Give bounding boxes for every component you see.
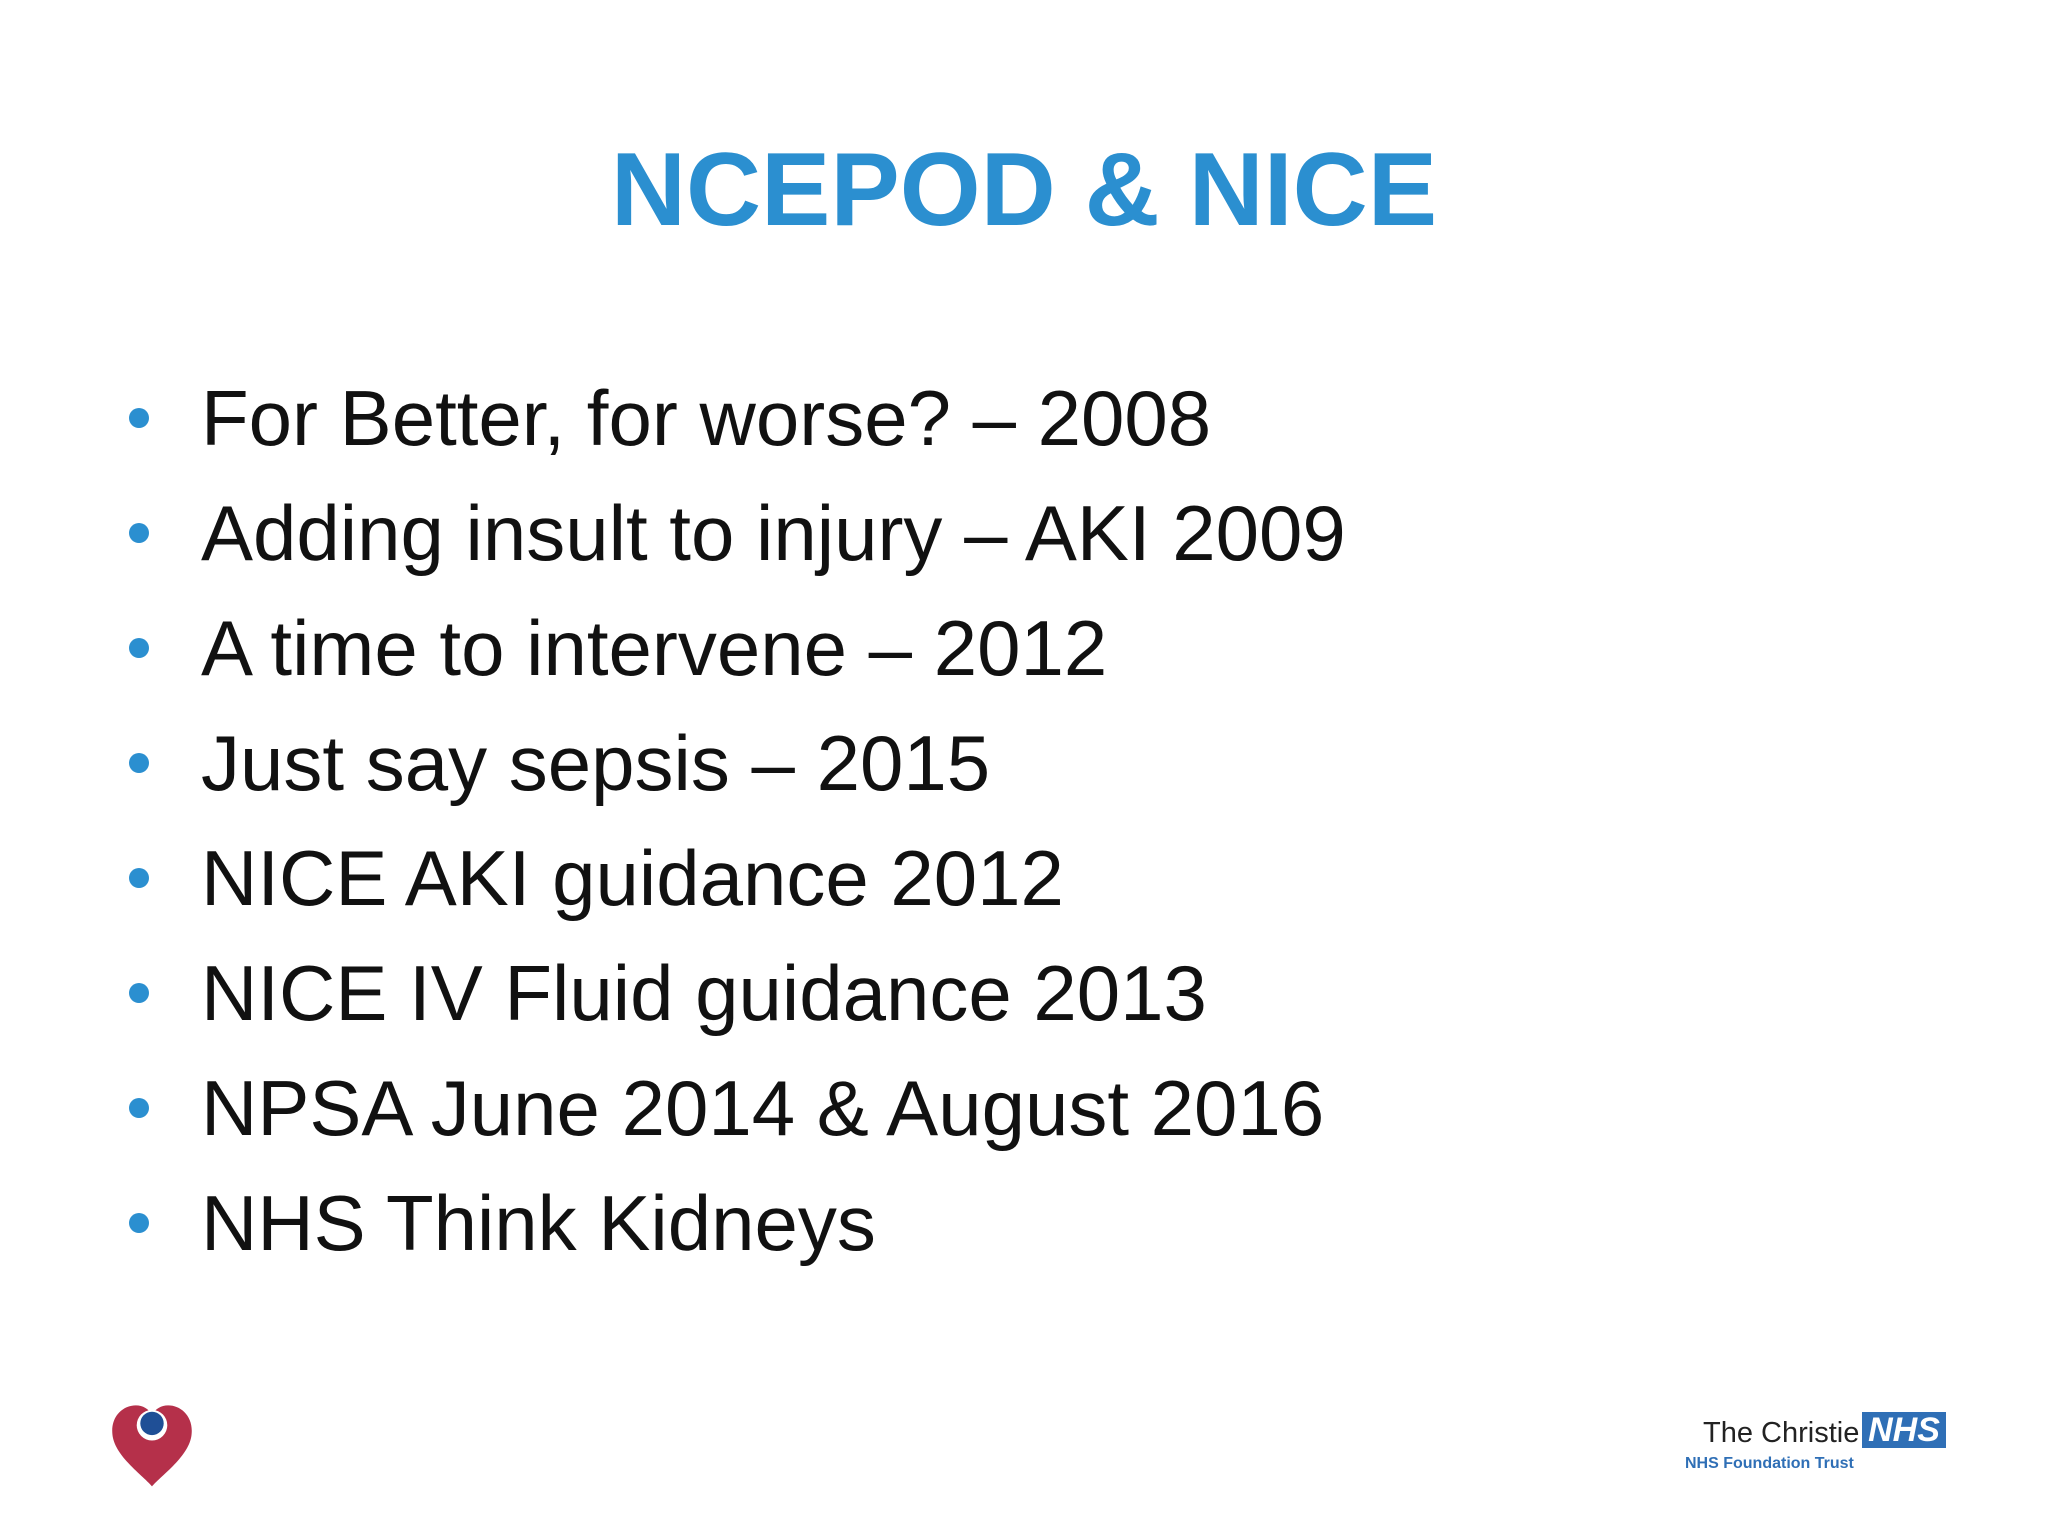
slide-title: NCEPOD & NICE — [610, 132, 1438, 248]
bullet-text: Adding insult to injury – AKI 2009 — [201, 488, 1346, 577]
bullet-text: NICE IV Fluid guidance 2013 — [201, 948, 1207, 1037]
heart-logo-icon — [107, 1400, 197, 1490]
bullet-dot-icon — [129, 523, 149, 543]
bullet-dot-icon — [129, 1213, 149, 1233]
bullet-dot-icon — [129, 638, 149, 658]
bullet-dot-icon — [129, 753, 149, 773]
bullet-dot-icon — [129, 868, 149, 888]
bullet-text: NICE AKI guidance 2012 — [201, 833, 1064, 922]
bullet-text: NHS Think Kidneys — [201, 1178, 876, 1267]
christie-subtitle: NHS Foundation Trust — [1685, 1455, 1854, 1472]
bullet-text: Just say sepsis – 2015 — [201, 718, 991, 807]
christie-name: The Christie — [1703, 1417, 1860, 1449]
bullet-text: For Better, for worse? – 2008 — [201, 373, 1212, 462]
nhs-badge: NHS — [1862, 1412, 1946, 1448]
bullet-text: NPSA June 2014 & August 2016 — [201, 1063, 1325, 1152]
bullet-dot-icon — [129, 983, 149, 1003]
bullet-dot-icon — [129, 408, 149, 428]
bullet-dot-icon — [129, 1098, 149, 1118]
bullet-text: A time to intervene – 2012 — [201, 603, 1108, 692]
christie-nhs-logo — [1680, 1410, 1960, 1480]
